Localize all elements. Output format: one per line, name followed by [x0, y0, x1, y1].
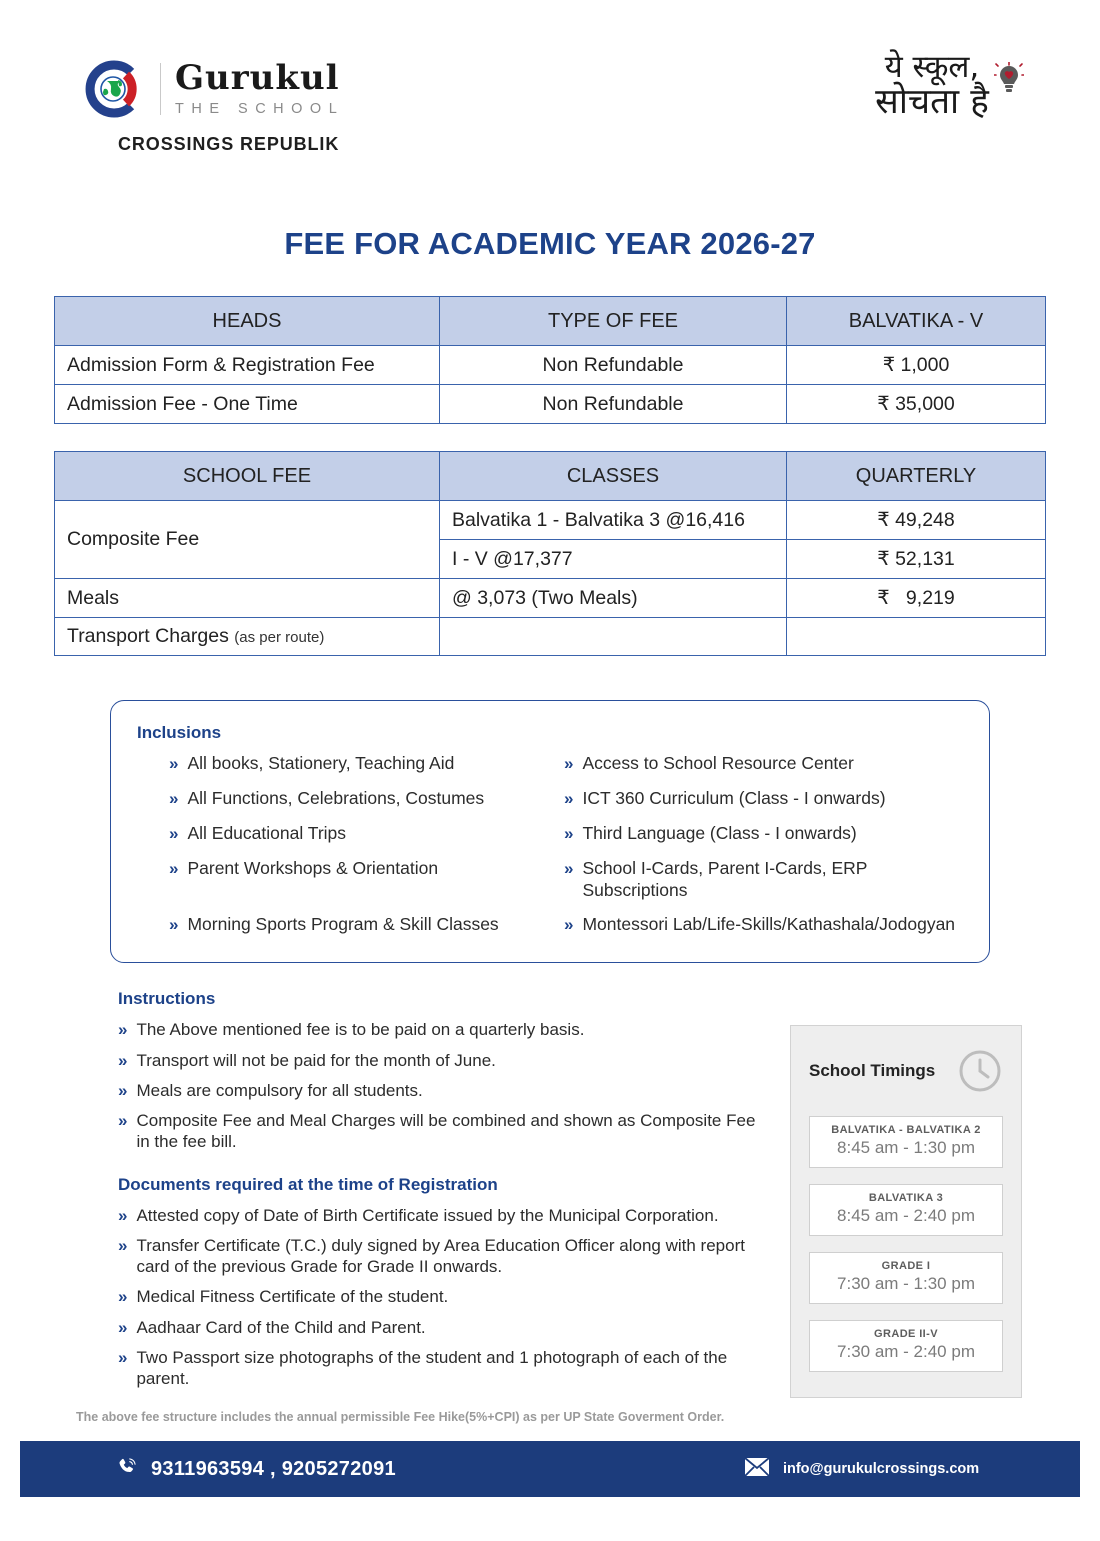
- list-item: [169, 823, 564, 845]
- footer-phone-numbers: 9311963594 , 9205272091: [151, 1457, 396, 1480]
- admission-fee-table: [54, 296, 1046, 424]
- table1-r0-type: Non Refundable: [440, 346, 787, 385]
- list-item: [169, 788, 564, 810]
- table2-header-classes: CLASSES: [440, 452, 787, 501]
- table2-transport-label: [55, 618, 440, 656]
- instructions-and-documents: [118, 989, 766, 1398]
- chevron-bullet-icon: »: [118, 1050, 128, 1070]
- chevron-bullet-icon: »: [169, 858, 179, 878]
- timing-card-label-2: GRADE I: [881, 1260, 931, 1273]
- school-fee-table-wrap: [0, 451, 1100, 656]
- chevron-bullet-icon: »: [118, 1111, 128, 1130]
- table2-transport-quarterly: [787, 618, 1046, 656]
- table-row: [55, 346, 1046, 385]
- inclusion-left-1: All Functions, Celebrations, Costumes: [187, 787, 485, 808]
- instruction-0: The Above mentioned fee is to be paid on a quarterly basis.: [136, 1020, 585, 1040]
- inclusion-right-2: Third Language (Class - I onwards): [582, 822, 857, 843]
- table2-composite-r1-classes: I - V @17,377: [440, 540, 787, 579]
- table-row: [55, 579, 1046, 618]
- inclusion-right-3: School I-Cards, Parent I-Cards, ERP Subscriptions: [582, 857, 868, 900]
- table-header-row: [55, 297, 1046, 346]
- instruction-1: Transport will not be paid for the month of June.: [136, 1050, 496, 1070]
- chevron-bullet-icon: »: [169, 788, 179, 808]
- logo-subtitle: THE SCHOOL: [175, 100, 345, 117]
- timing-card: [809, 1184, 1003, 1236]
- table2-meals-label: Meals: [55, 579, 440, 618]
- list-item: [118, 1317, 766, 1338]
- envelope-icon: [744, 1457, 770, 1482]
- document-2: Medical Fitness Certificate of the student.: [136, 1287, 449, 1307]
- footer-email-address: info@gurukulcrossings.com: [782, 1461, 980, 1477]
- clock-icon: [957, 1048, 1003, 1094]
- chevron-bullet-icon: »: [564, 788, 574, 808]
- table2-transport-classes: [440, 618, 787, 656]
- logo-wordmark: [175, 58, 345, 117]
- chevron-bullet-icon: »: [118, 1205, 128, 1225]
- inclusion-left-4: Morning Sports Program & Skill Classes: [187, 914, 499, 935]
- transport-label-text: Transport Charges: [67, 625, 229, 647]
- timing-card: [809, 1320, 1003, 1372]
- timing-card-label-1: BALVATIKA 3: [868, 1192, 944, 1205]
- chevron-bullet-icon: »: [118, 1347, 128, 1367]
- inclusions-heading: Inclusions: [137, 723, 222, 742]
- timing-card: [809, 1116, 1003, 1168]
- chevron-bullet-icon: »: [169, 754, 179, 773]
- list-item: [564, 753, 963, 775]
- instructions-heading: Instructions: [118, 989, 216, 1009]
- table1-r1-head: Admission Fee - One Time: [55, 385, 440, 424]
- school-fee-table: [54, 451, 1046, 656]
- timing-card-time-1: 8:45 am - 2:40 pm: [837, 1206, 975, 1226]
- list-item: [564, 788, 963, 810]
- admission-fee-table-wrap: [0, 296, 1100, 424]
- instruction-2: Meals are compulsory for all students.: [136, 1080, 423, 1100]
- table1-header-type-of-fee: TYPE OF FEE: [440, 297, 787, 346]
- inclusion-left-0: All books, Stationery, Teaching Aid: [187, 753, 455, 773]
- table-row: [55, 618, 1046, 656]
- logo-divider: [160, 63, 161, 115]
- inclusion-right-4: Montessori Lab/Life-Skills/Kathashala/Jodogyan: [582, 914, 956, 935]
- tagline-line-1: ये स्कूल,: [884, 49, 980, 85]
- chevron-bullet-icon: »: [118, 1080, 128, 1100]
- list-item: [564, 914, 963, 936]
- documents-heading: Documents required at the time of Registration: [118, 1174, 498, 1194]
- chevron-bullet-icon: »: [118, 1317, 128, 1337]
- timings-heading: School Timings: [809, 1061, 936, 1081]
- table1-r0-amount: ₹ 1,000: [787, 346, 1046, 385]
- table2-composite-r0-classes: Balvatika 1 - Balvatika 3 @16,416: [440, 501, 787, 540]
- table1-header-heads: HEADS: [55, 297, 440, 346]
- list-item: [118, 1050, 766, 1071]
- chevron-bullet-icon: »: [564, 823, 574, 843]
- timings-column: [766, 989, 1022, 1398]
- timing-card: [809, 1252, 1003, 1304]
- timing-card-time-0: 8:45 am - 1:30 pm: [837, 1138, 975, 1158]
- document-4: Two Passport size photographs of the student and 1 photograph of each of the parent.: [136, 1347, 728, 1388]
- table2-header-quarterly: QUARTERLY: [787, 452, 1046, 501]
- chevron-bullet-icon: »: [564, 754, 574, 773]
- chevron-bullet-icon: »: [118, 1287, 128, 1307]
- list-item: [564, 823, 963, 845]
- chevron-bullet-icon: »: [118, 1020, 128, 1040]
- chevron-bullet-icon: »: [564, 858, 574, 878]
- timing-card-time-3: 7:30 am - 2:40 pm: [837, 1342, 975, 1362]
- table2-composite-r1-quarterly: ₹ 52,131: [787, 540, 1046, 579]
- hindi-tagline: [832, 49, 1032, 122]
- lower-section: [0, 989, 1100, 1398]
- table1-header-balvatika-v: BALVATIKA - V: [787, 297, 1046, 346]
- inclusion-left-3: Parent Workshops & Orientation: [187, 857, 439, 878]
- timing-card-time-2: 7:30 am - 1:30 pm: [837, 1274, 975, 1294]
- table1-r1-amount: ₹ 35,000: [787, 385, 1046, 424]
- logo-branch-name: CROSSINGS REPUBLIK: [118, 134, 340, 154]
- tagline-line-2: सोचता है: [875, 82, 989, 122]
- table2-composite-r0-quarterly: ₹ 49,248: [787, 501, 1046, 540]
- school-timings-panel: [790, 1025, 1022, 1398]
- list-item: [118, 1347, 766, 1390]
- table1-r0-head: Admission Form & Registration Fee: [55, 346, 440, 385]
- inclusion-right-0: Access to School Resource Center: [582, 753, 854, 773]
- inclusions-grid: [137, 753, 963, 936]
- table-row: [55, 385, 1046, 424]
- phone-icon: [116, 1456, 138, 1483]
- list-item: [118, 1080, 766, 1101]
- lightbulb-heart-icon: [994, 62, 1024, 100]
- inclusions-panel: [110, 700, 990, 963]
- timings-header: [809, 1048, 1003, 1094]
- list-item: [118, 1235, 766, 1278]
- footer-phone-group[interactable]: [116, 1456, 396, 1483]
- table2-composite-fee-label: Composite Fee: [55, 501, 440, 579]
- chevron-bullet-icon: »: [169, 823, 179, 843]
- list-item: [118, 1205, 766, 1226]
- list-item: [169, 753, 564, 775]
- table1-r1-type: Non Refundable: [440, 385, 787, 424]
- page-header: [0, 0, 1100, 180]
- list-item: [118, 1286, 766, 1307]
- table-row: [55, 501, 1046, 540]
- transport-label-note: (as per route): [234, 629, 325, 646]
- logo-name: Gurukul: [175, 58, 340, 99]
- school-logo-block: [82, 58, 344, 155]
- chevron-bullet-icon: »: [118, 1235, 128, 1255]
- table2-meals-classes: @ 3,073 (Two Meals): [440, 579, 787, 618]
- inclusion-right-1: ICT 360 Curriculum (Class - I onwards): [582, 787, 886, 808]
- footer-email-group[interactable]: [744, 1457, 979, 1482]
- document-0: Attested copy of Date of Birth Certificate issued by the Municipal Corporation.: [136, 1205, 719, 1225]
- table-header-row: [55, 452, 1046, 501]
- documents-list: [118, 1205, 766, 1390]
- chevron-bullet-icon: »: [564, 915, 574, 935]
- fee-hike-disclaimer: The above fee structure includes the annual permissible Fee Hike(5%+CPI) as per UP State Goverment Order.: [76, 1410, 725, 1424]
- timing-card-label-3: GRADE II-V: [874, 1328, 938, 1341]
- list-item: [118, 1110, 766, 1153]
- instructions-list: [118, 1019, 766, 1152]
- chevron-bullet-icon: »: [169, 915, 179, 935]
- gurukul-globe-logo-icon: [82, 58, 144, 120]
- list-item: [169, 858, 564, 902]
- list-item: [564, 858, 963, 902]
- logo-row: [82, 58, 344, 120]
- document-1: Transfer Certificate (T.C.) duly signed by Area Education Officer along with report card of the previous Grade for Grade II onwards.: [136, 1235, 745, 1276]
- list-item: [169, 914, 564, 936]
- page-title: FEE FOR ACADEMIC YEAR 2026-27: [284, 226, 816, 261]
- instruction-3: Composite Fee and Meal Charges will be combined and shown as Composite Fee in the fee bill.: [136, 1111, 756, 1152]
- timing-card-label-0: BALVATIKA - BALVATIKA 2: [831, 1124, 981, 1137]
- inclusion-left-2: All Educational Trips: [187, 822, 347, 843]
- list-item: [118, 1019, 766, 1040]
- table2-header-school-fee: SCHOOL FEE: [55, 452, 440, 501]
- table2-meals-quarterly: ₹ 9,219: [787, 579, 1046, 618]
- contact-footer-bar: [20, 1441, 1080, 1497]
- document-3: Aadhaar Card of the Child and Parent.: [136, 1317, 426, 1337]
